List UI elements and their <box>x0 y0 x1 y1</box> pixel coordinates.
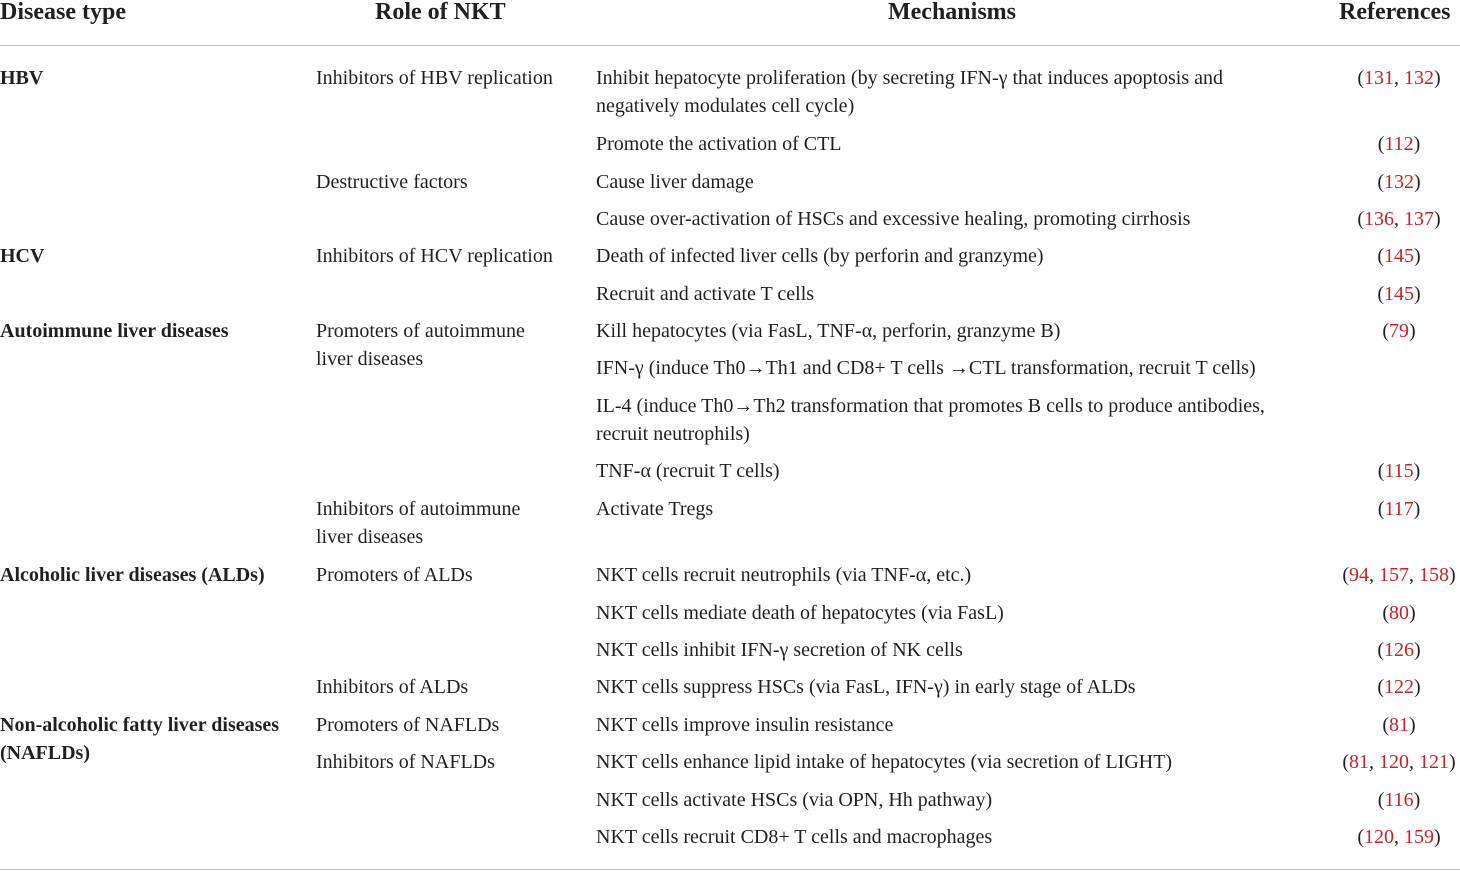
reference-link[interactable]: 120 <box>1364 826 1394 848</box>
reference-cell: (81, 120, 121) <box>1342 751 1456 773</box>
reference-link[interactable]: 81 <box>1389 714 1409 736</box>
mechanism-cell <box>596 599 1004 627</box>
reference-cell: (94, 157, 158) <box>1342 564 1456 586</box>
role-cell <box>316 317 525 373</box>
reference-link[interactable]: 136 <box>1364 208 1394 230</box>
mechanism-cell-line: negatively modulates cell cycle) <box>596 95 855 117</box>
header-mechanisms: Mechanisms <box>888 0 1016 25</box>
reference-link[interactable]: 159 <box>1404 826 1434 848</box>
mechanism-cell <box>596 130 842 158</box>
header-role-of-nkt: Role of NKT <box>375 0 506 25</box>
reference-cell: (81) <box>1382 714 1416 736</box>
reference-cell: (120, 159) <box>1357 826 1441 848</box>
role-cell <box>316 748 495 776</box>
bottom-rule <box>0 869 1460 870</box>
role-cell-line: Inhibitors of ALDs <box>316 676 469 698</box>
disease-type-cell-line: HCV <box>0 245 45 267</box>
mechanism-cell-line: Death of infected liver cells (by perforin and granzyme) <box>596 245 1044 267</box>
reference-link[interactable]: 137 <box>1404 208 1434 230</box>
header-rule <box>0 45 1460 46</box>
mechanism-cell <box>596 280 814 308</box>
reference-link[interactable]: 117 <box>1384 498 1414 520</box>
reference-link[interactable]: 132 <box>1384 171 1414 193</box>
reference-link[interactable]: 81 <box>1349 751 1369 773</box>
role-cell-line: liver diseases <box>316 526 424 548</box>
mechanism-cell-line: recruit neutrophils) <box>596 423 750 445</box>
mechanism-cell <box>596 205 1190 233</box>
mechanism-cell-line: Promote the activation of CTL <box>596 133 842 155</box>
reference-link[interactable]: 122 <box>1384 676 1414 698</box>
mechanism-cell <box>596 748 1172 776</box>
reference-cell: (136, 137) <box>1357 208 1441 230</box>
reference-link[interactable]: 121 <box>1419 751 1449 773</box>
mechanism-cell <box>596 711 893 739</box>
reference-link[interactable]: 115 <box>1384 460 1414 482</box>
disease-type-cell <box>0 711 279 767</box>
header-references: References <box>1339 0 1451 25</box>
reference-link[interactable]: 157 <box>1379 564 1409 586</box>
mechanism-cell-line: NKT cells recruit neutrophils (via TNF-α, etc.) <box>596 564 972 586</box>
mechanism-cell-line: IL-4 (induce Th0→Th2 transformation that promotes B cells to produce antibodies, <box>596 395 1265 417</box>
mechanism-cell <box>596 354 1256 382</box>
disease-type-cell-line: Non-alcoholic fatty liver diseases <box>0 714 280 736</box>
reference-cell: (117) <box>1377 498 1421 520</box>
mechanism-cell <box>596 786 992 814</box>
mechanism-cell-line: NKT cells improve insulin resistance <box>596 714 894 736</box>
role-cell-line: Promoters of NAFLDs <box>316 714 500 736</box>
reference-cell: (145) <box>1377 245 1421 267</box>
mechanism-cell-line: NKT cells inhibit IFN-γ secretion of NK cells <box>596 639 963 661</box>
reference-link[interactable]: 79 <box>1389 320 1409 342</box>
role-cell <box>316 495 520 551</box>
role-cell <box>316 561 473 589</box>
mechanism-cell <box>596 673 1136 701</box>
mechanism-cell-line: Activate Tregs <box>596 498 714 520</box>
reference-link[interactable]: 145 <box>1384 283 1414 305</box>
disease-type-cell <box>0 317 229 345</box>
role-cell-line: Inhibitors of HCV replication <box>316 245 553 267</box>
reference-link[interactable]: 80 <box>1389 602 1409 624</box>
mechanism-cell <box>596 823 992 851</box>
role-cell-line: Inhibitors of HBV replication <box>316 67 553 89</box>
mechanism-cell-line: TNF-α (recruit T cells) <box>596 460 780 482</box>
disease-type-cell <box>0 64 43 92</box>
mechanism-cell <box>596 317 1060 345</box>
disease-type-cell-line: Autoimmune liver diseases <box>0 320 229 342</box>
reference-cell: (115) <box>1377 460 1421 482</box>
reference-link[interactable]: 120 <box>1379 751 1409 773</box>
mechanism-cell-line: NKT cells suppress HSCs (via FasL, IFN-γ) in early stage of ALDs <box>596 676 1136 698</box>
reference-cell: (112) <box>1377 133 1421 155</box>
reference-cell: (116) <box>1377 789 1421 811</box>
role-cell-line: Inhibitors of autoimmune <box>316 498 521 520</box>
mechanism-cell <box>596 457 780 485</box>
reference-link[interactable]: 131 <box>1364 67 1394 89</box>
mechanism-cell <box>596 636 963 664</box>
mechanism-cell-line: IFN-γ (induce Th0→Th1 and CD8+ T cells →CTL transformation, recruit T cells) <box>596 357 1256 379</box>
mechanism-cell <box>596 392 1265 448</box>
mechanism-cell <box>596 168 754 196</box>
reference-link[interactable]: 116 <box>1384 789 1414 811</box>
reference-cell: (122) <box>1377 676 1421 698</box>
reference-cell: (126) <box>1377 639 1421 661</box>
mechanism-cell <box>596 495 713 523</box>
mechanism-cell-line: NKT cells enhance lipid intake of hepatocytes (via secretion of LIGHT) <box>596 751 1173 773</box>
mechanism-cell-line: Inhibit hepatocyte proliferation (by secreting IFN-γ that induces apoptosis and <box>596 67 1224 89</box>
mechanism-cell-line: Cause liver damage <box>596 171 754 193</box>
role-cell <box>316 673 468 701</box>
mechanism-cell-line: NKT cells mediate death of hepatocytes (via FasL) <box>596 602 1004 624</box>
disease-type-cell <box>0 561 265 589</box>
role-cell <box>316 64 553 92</box>
reference-cell: (80) <box>1382 602 1416 624</box>
role-cell-line: Promoters of autoimmune <box>316 320 525 342</box>
disease-type-cell-line: (NAFLDs) <box>0 742 90 764</box>
reference-link[interactable]: 94 <box>1349 564 1369 586</box>
reference-link[interactable]: 132 <box>1404 67 1434 89</box>
reference-link[interactable]: 126 <box>1384 639 1414 661</box>
mechanism-cell-line: Cause over-activation of HSCs and excessive healing, promoting cirrhosis <box>596 208 1191 230</box>
reference-cell: (131, 132) <box>1357 67 1441 89</box>
reference-link[interactable]: 158 <box>1419 564 1449 586</box>
role-cell-line: Destructive factors <box>316 171 468 193</box>
disease-type-cell <box>0 242 44 270</box>
role-cell-line: Inhibitors of NAFLDs <box>316 751 495 773</box>
reference-cell: (132) <box>1377 171 1421 193</box>
role-cell-line: Promoters of ALDs <box>316 564 473 586</box>
reference-link[interactable]: 112 <box>1384 133 1414 155</box>
role-cell-line: liver diseases <box>316 348 424 370</box>
disease-type-cell-line: Alcoholic liver diseases (ALDs) <box>0 564 265 586</box>
role-cell <box>316 168 468 196</box>
role-cell <box>316 242 553 270</box>
disease-type-cell-line: HBV <box>0 67 44 89</box>
reference-link[interactable]: 145 <box>1384 245 1414 267</box>
mechanism-cell-line: NKT cells recruit CD8+ T cells and macrophages <box>596 826 993 848</box>
mechanism-cell <box>596 242 1044 270</box>
header-disease-type: Disease type <box>0 0 126 25</box>
role-cell <box>316 711 499 739</box>
mechanism-cell-line: Kill hepatocytes (via FasL, TNF-α, perforin, granzyme B) <box>596 320 1061 342</box>
mechanism-cell-line: Recruit and activate T cells <box>596 283 815 305</box>
reference-cell: (145) <box>1377 283 1421 305</box>
mechanism-cell-line: NKT cells activate HSCs (via OPN, Hh pathway) <box>596 789 993 811</box>
mechanism-cell <box>596 64 1223 120</box>
reference-cell: (79) <box>1382 320 1416 342</box>
mechanism-cell <box>596 561 971 589</box>
